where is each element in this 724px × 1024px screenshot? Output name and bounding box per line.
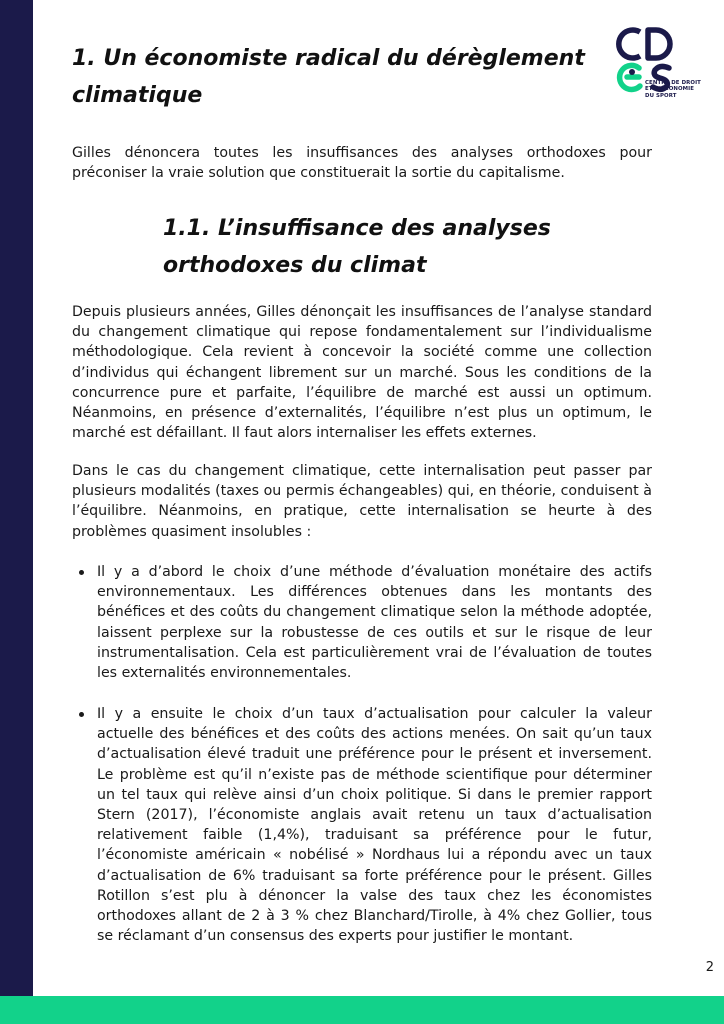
left-accent-bar: [0, 0, 33, 1024]
section-title: 1.1. L’insuffisance des analyses orthodoxes du climat: [163, 216, 551, 278]
bullet-dot-icon: [79, 712, 84, 717]
bullet-item: Il y a ensuite le choix d’un taux d’actualisation pour calculer la valeur actuelle des bénéfices et des coûts des actions menées. On sait qu’un taux d’actualisation élevé traduit une préférence pour le présent et inversement. Le problème est qu’il n’existe pas de méthode scientifique pour déterminer un tel taux qui relève ainsi d’un choix politique. Si dans le premier rapport Stern (2017), l’économiste anglais avait retenu un taux d’actualisation relativement faible (1,4%), traduisant sa préférence pour le futur, l’économiste américain « nobélisé » Nordhaus lui a répondu avec un taux d’actualisation de 6% traduisant sa forte préférence pour le présent. Gilles Rotillon s’est plu à dénoncer la valse des taux chez les économistes orthodoxes allant de 2 à 3 % chez Blanchard/Tirolle, à 4% chez Gollier, tous se réclamant d’un consensus des experts pour justifier le montant.: [72, 704, 652, 946]
body-paragraph: Dans le cas du changement climatique, cette internalisation peut passer par plusieurs modalités (taxes ou permis échangeables) qui, en théorie, conduisent à l’équilibre. Néanmoins, en pratique, cette internalisation se heurte à des problèmes quasiment insolubles :: [72, 463, 652, 540]
logo-letter-e: [620, 65, 640, 89]
bullet-dot-icon: [79, 570, 84, 575]
bullet-list: [72, 562, 652, 683]
logo-letter-d: [648, 30, 670, 58]
body-paragraph: Depuis plusieurs années, Gilles dénonçait les insuffisances de l’analyse standard du changement climatique qui repose fondamentalement sur l’individualisme méthodologique. Cela revient à concevoir la société comme une collection d’individus qui échangent librement sur un marché. Sous les conditions de la concurrence pure et parfaite, l’équilibre de marché est aussi un optimum. Néanmoins, en présence d’externalités, l’équilibre n’est plus un optimum, le marché est défaillant. Il faut alors internaliser les effets externes.: [72, 304, 652, 442]
bottom-accent-bar: [0, 996, 724, 1024]
bullet-list: [72, 704, 652, 946]
page-title: 1. Un économiste radical du dérèglement climatique: [72, 46, 585, 108]
logo-letter-c: [619, 30, 640, 58]
intro-paragraph: Gilles dénoncera toutes les insuffisances des analyses orthodoxes pour préconiser la vraie solution que constituerait la sortie du capitalisme.: [72, 145, 652, 182]
bullet-item: Il y a d’abord le choix d’une méthode d’évaluation monétaire des actifs environnementaux. Les différences obtenues dans les montants des bénéfices et des coûts du changement climatique selon la méthode adoptée, laissent perplexe sur la robustesse de ces outils et sur le risque de leur instrumentalisation. Cela est particulièrement vrai de l’évaluation de toutes les externalités environnementales.: [72, 562, 652, 683]
logo-caption: CENTRE DE DROIT ET D'ÉCONOMIE DU SPORT: [645, 80, 701, 99]
page-number: 2: [705, 960, 714, 975]
